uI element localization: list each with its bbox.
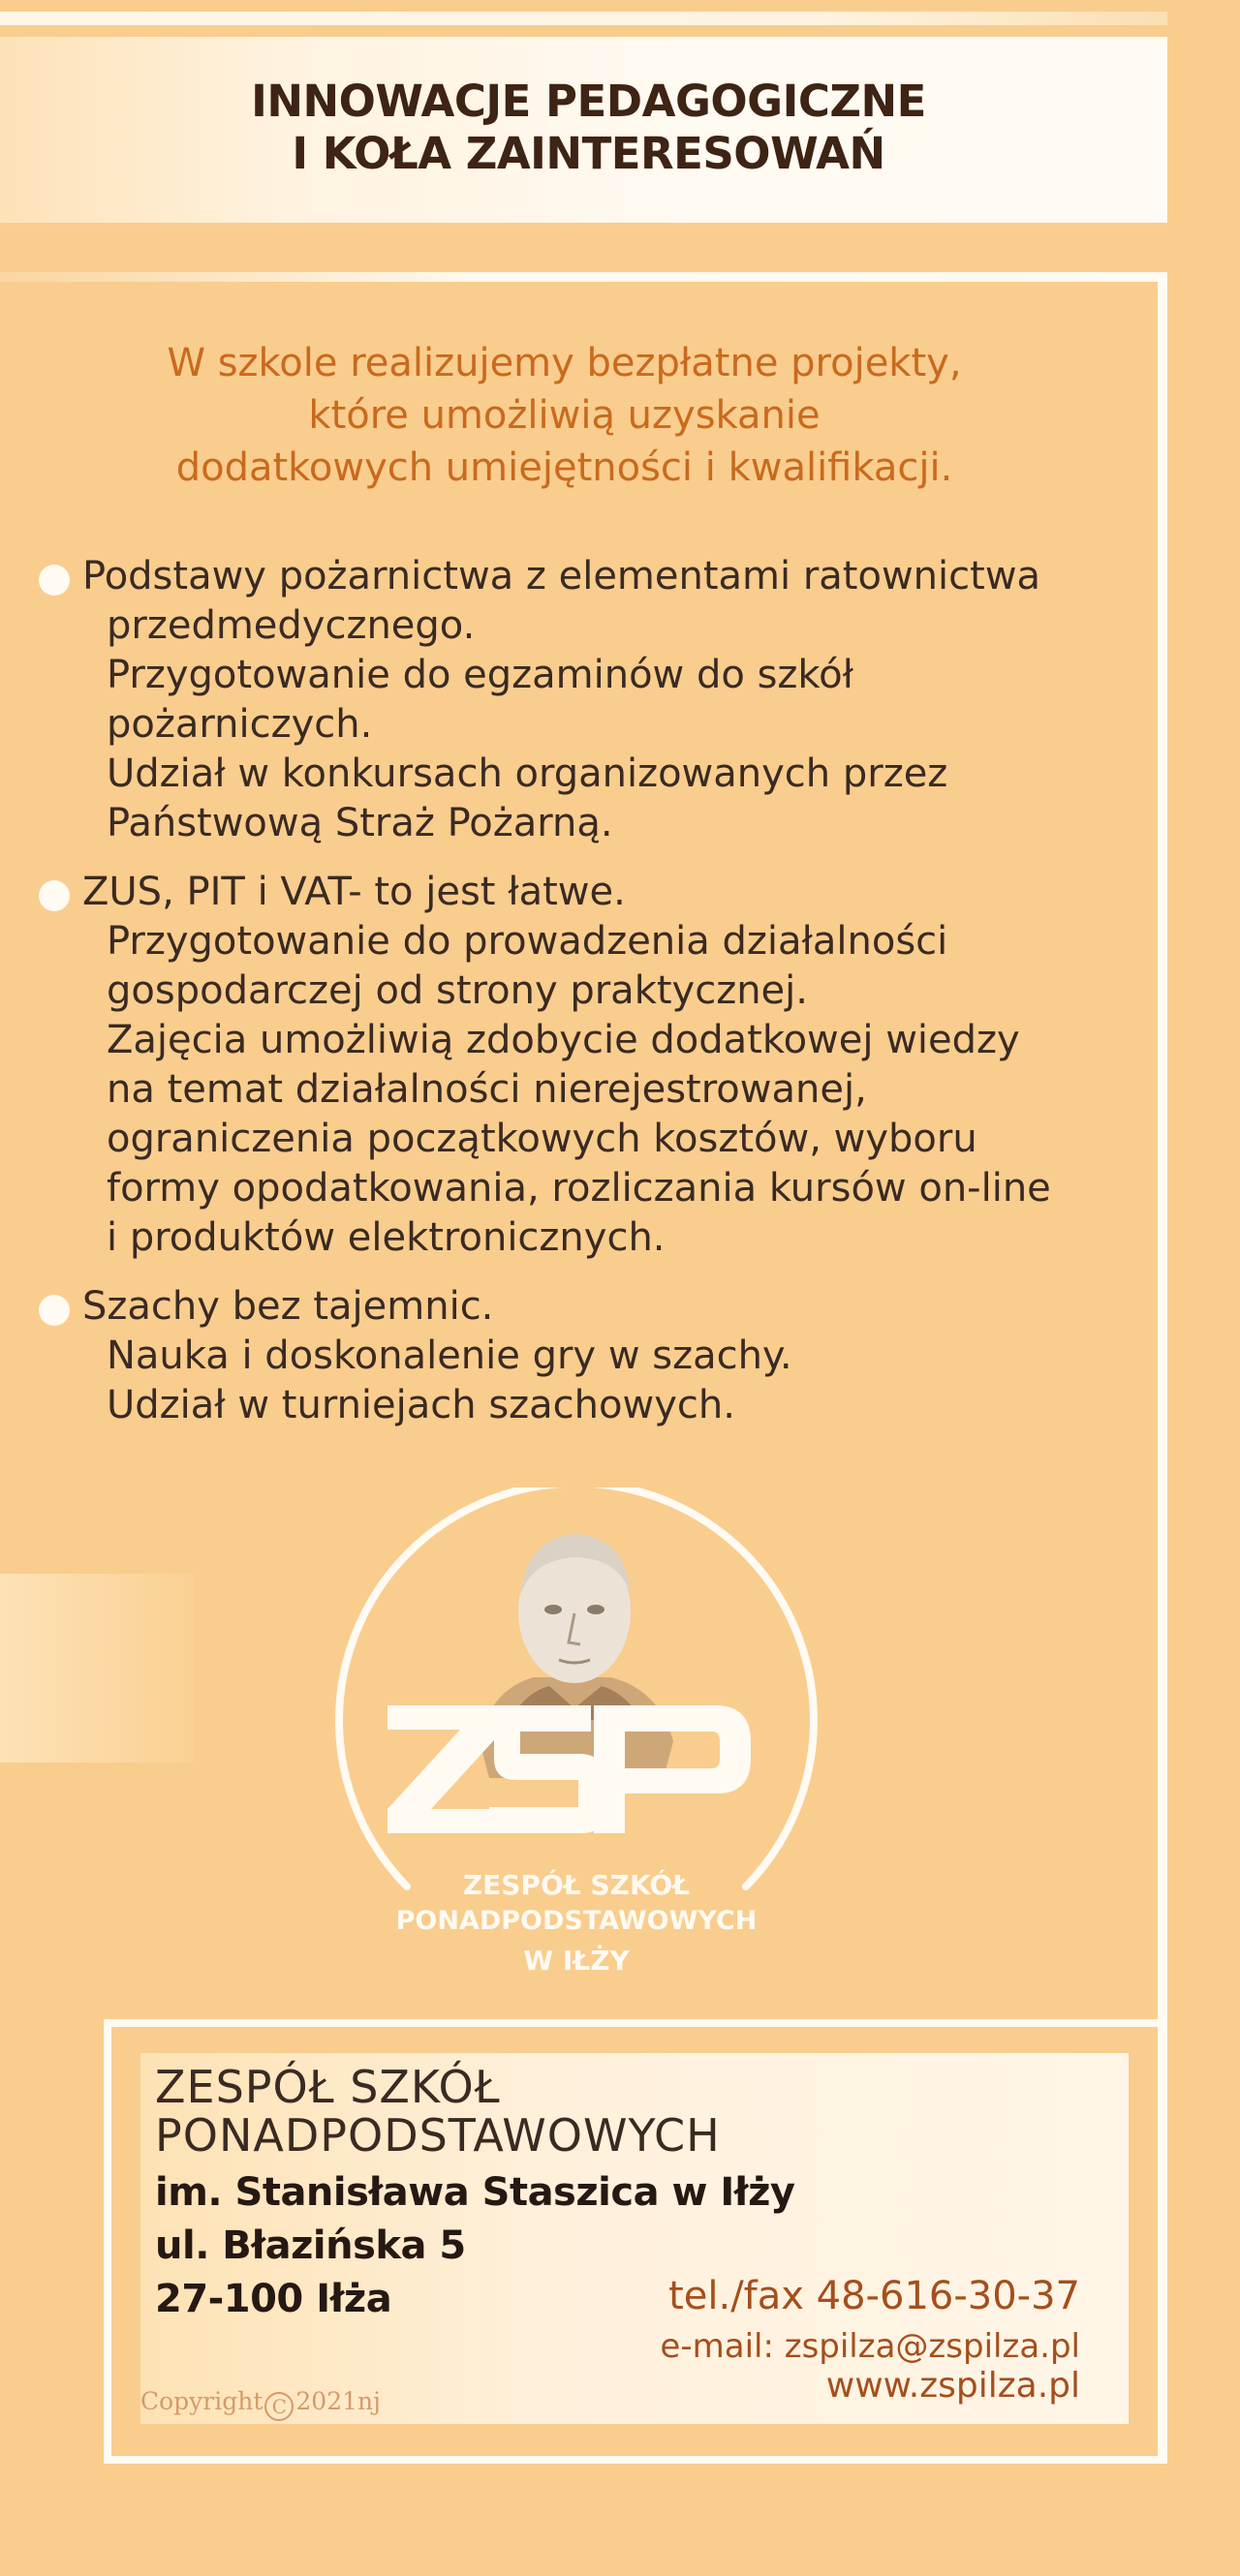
website-link[interactable]: www.zspilza.pl	[825, 2366, 1080, 2406]
page-title	[0, 76, 1177, 180]
school-name-line: PONADPODSTAWOWYCH	[155, 2109, 721, 2162]
intro-text	[0, 337, 1129, 494]
project-line: gospodarczej od strony praktycznej.	[107, 968, 808, 1013]
project-title: Szachy bez tajemnic.	[82, 1284, 494, 1329]
project-item-taxes	[39, 868, 1153, 1263]
projects-list	[39, 552, 1153, 1450]
logo-text-line: W IŁŻY	[523, 1945, 630, 1977]
project-line: Udział w konkursach organizowanych przez	[107, 751, 948, 796]
copyright-notice	[140, 2387, 381, 2421]
zsp-letters	[388, 1705, 751, 1833]
copyright-suffix: 2021nj	[295, 2387, 381, 2415]
logo-text-line: ZESPÓŁ SZKÓŁ	[462, 1869, 691, 1901]
email-link[interactable]: e-mail: zspilza@zspilza.pl	[660, 2327, 1080, 2366]
copyright-symbol-icon: C	[264, 2392, 294, 2421]
portrait-eye	[544, 1605, 562, 1614]
decorative-highlight	[0, 1574, 194, 1763]
school-logo	[334, 1487, 819, 1991]
frame-top-border	[0, 272, 1167, 282]
project-line: pożarniczych.	[107, 702, 373, 747]
page-title-line2: I KOŁA ZAINTERESOWAŃ	[292, 128, 885, 179]
project-item-chess	[39, 1282, 1153, 1430]
bullet-dot-icon	[39, 565, 70, 596]
intro-line: które umożliwią uzyskanie	[308, 393, 821, 438]
school-name	[155, 2063, 721, 2160]
project-line: Udział w turniejach szachowych.	[107, 1383, 735, 1427]
project-line: formy opodatkowania, rozliczania kursów on-line	[107, 1166, 1051, 1211]
logo-text-line: PONADPODSTAWOWYCH	[395, 1906, 758, 1936]
school-street: ul. Błazińska 5	[155, 2223, 466, 2268]
project-line: na temat działalności nierejestrowanej,	[107, 1067, 867, 1112]
project-line: Przygotowanie do egzaminów do szkół	[107, 653, 853, 697]
phone-number: tel./fax 48-616-30-37	[668, 2274, 1080, 2318]
project-line: przedmedycznego.	[107, 603, 476, 648]
portrait-eye	[587, 1605, 604, 1614]
school-patron: im. Stanisława Staszica w Iłży	[155, 2170, 795, 2215]
project-line: Nauka i doskonalenie gry w szachy.	[107, 1334, 792, 1378]
bullet-dot-icon	[39, 880, 70, 911]
school-name-line: ZESPÓŁ SZKÓŁ	[155, 2061, 501, 2113]
bullet-dot-icon	[39, 1295, 70, 1326]
project-line: Państwową Straż Pożarną.	[107, 801, 613, 845]
intro-line: W szkole realizujemy bezpłatne projekty,	[167, 341, 962, 385]
intro-line: dodatkowych umiejętności i kwalifikacji.	[175, 445, 953, 490]
top-stripe	[0, 12, 1167, 25]
page-title-line1: INNOWACJE PEDAGOGICZNE	[251, 76, 926, 127]
school-city: 27-100 Iłża	[155, 2277, 392, 2321]
project-title: Podstawy pożarnictwa z elementami ratownictwa	[82, 554, 1041, 598]
project-line: ograniczenia początkowych kosztów, wyboru	[107, 1117, 977, 1161]
copyright-prefix: Copyright	[140, 2387, 264, 2415]
project-line: Zajęcia umożliwią zdobycie dodatkowej wiedzy	[107, 1018, 1020, 1062]
project-item-firefighting	[39, 552, 1153, 848]
project-title: ZUS, PIT i VAT- to jest łatwe.	[82, 870, 626, 914]
project-line: Przygotowanie do prowadzenia działalności	[107, 919, 948, 964]
project-line: i produktów elektronicznych.	[107, 1215, 666, 1260]
